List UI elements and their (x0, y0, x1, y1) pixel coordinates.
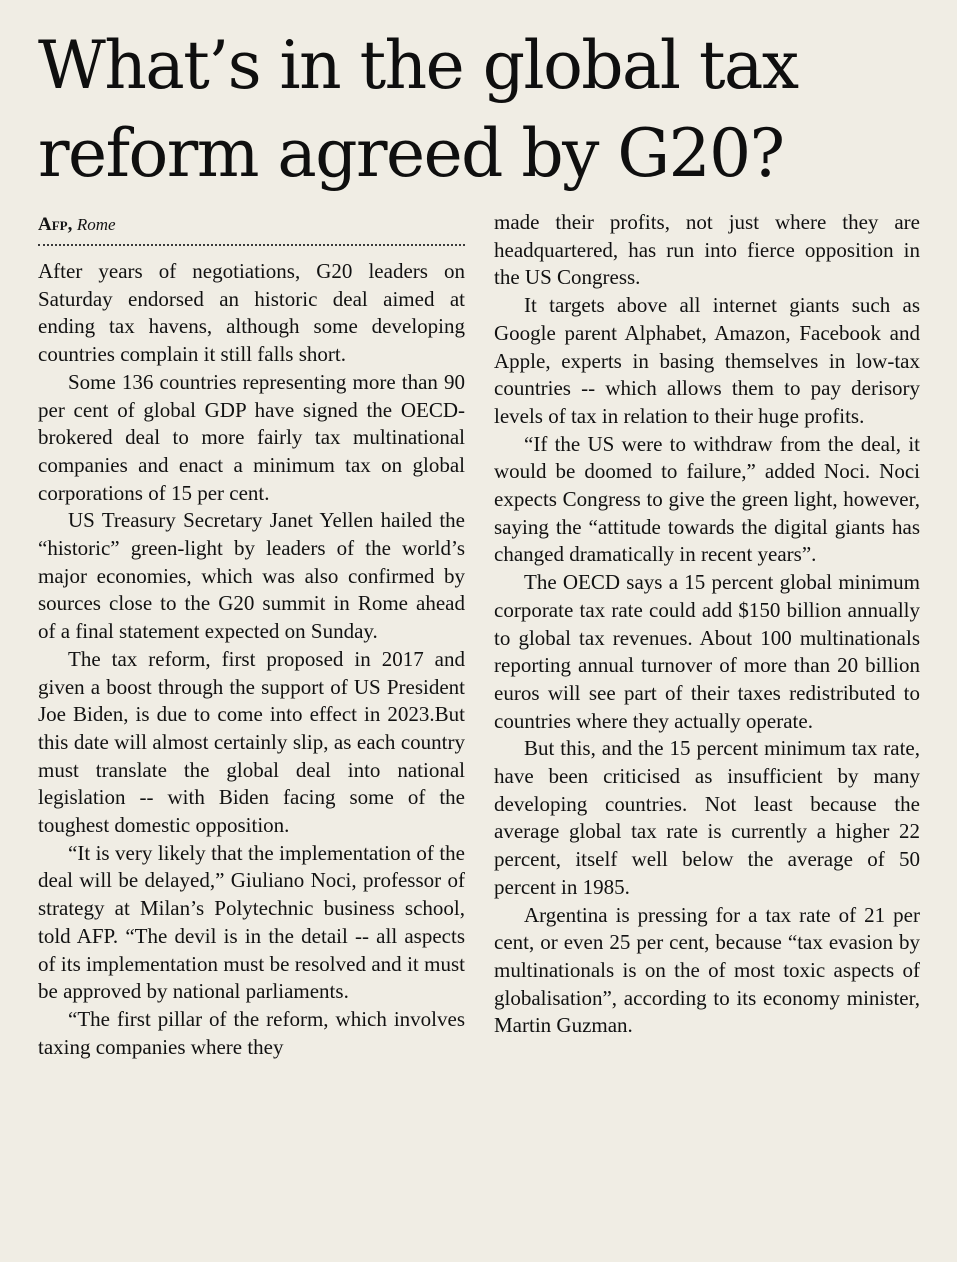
paragraph: “It is very likely that the implementation of the deal will be delayed,” Giuliano Noci, professor of strategy at Milan’s Polytechnic business school, told AFP. “The devil is in the detail -- all aspects of its implementation must be resolved and it must be approved by national parliaments. (38, 840, 465, 1004)
paragraph: Some 136 countries representing more than 90 per cent of global GDP have signed the OECD-brokered deal to more fairly tax multinational companies and enact a minimum tax on global corporations of 15 per cent. (38, 369, 465, 505)
paragraph: It targets above all internet giants such as Google parent Alphabet, Amazon, Facebook and Apple, experts in basing themselves in low-tax countries -- which allows them to pay derisory levels of tax in relation to their huge profits. (494, 293, 920, 428)
paragraph: But this, and the 15 percent minimum tax rate, have been criticised as insufficient by many developing countries. Not least because the average global tax rate is currently a higher 22 percent, itself well below the average of 50 percent in 1985. (494, 736, 920, 899)
paragraph: The OECD says a 15 percent global minimum corporate tax rate could add $150 billion annually to global tax revenues. About 100 multinationals reporting annual turnover of more than 20 billion euros will see part of their taxes redistributed to countries where they actually operate. (494, 570, 920, 733)
paragraph: US Treasury Secretary Janet Yellen hailed the “historic” green-light by leaders of the world’s major economies, which was also confirmed by sources close to the G20 summit in Rome ahead of a final statement expected on Sunday. (38, 508, 465, 644)
paragraph-lead: After years of negotiations, G20 leaders on Saturday endorsed an historic deal aimed at ending tax havens, although some developing countries complain it still falls short. (38, 259, 465, 367)
article-headline: What’s in the global tax reform agreed by G20? (38, 27, 798, 192)
paragraph: “If the US were to withdraw from the deal, it would be doomed to failure,” added Noci. Noci expects Congress to give the green light, however, saying the “attitude towards the digital giants has changed dramatically in recent years”. (494, 431, 920, 567)
paragraph: “The first pillar of the reform, which involves taxing companies where they (38, 1006, 465, 1059)
byline-city: Rome (76, 215, 116, 234)
byline-agency: Afp, (38, 214, 73, 235)
paragraph-continued: made their profits, not just where they are headquartered, has run into fierce opposition in the US Congress. (494, 210, 920, 290)
paragraph: Argentina is pressing for a tax rate of 21 per cent, or even 25 per cent, because “tax evasion by multinationals is on the of most toxic aspects of globalisation”, according to its economy minister, Martin Guzman. (494, 902, 920, 1038)
byline-divider (38, 244, 465, 246)
paragraph: The tax reform, first proposed in 2017 and given a boost through the support of US President Joe Biden, is due to come into effect in 2023.But this date will almost certainly slip, as each country must translate the global deal into national legislation -- with Biden facing some of the toughest domestic opposition. (38, 646, 465, 838)
article-column-left (38, 258, 465, 1061)
article-column-right (494, 209, 920, 1040)
byline (38, 211, 465, 238)
